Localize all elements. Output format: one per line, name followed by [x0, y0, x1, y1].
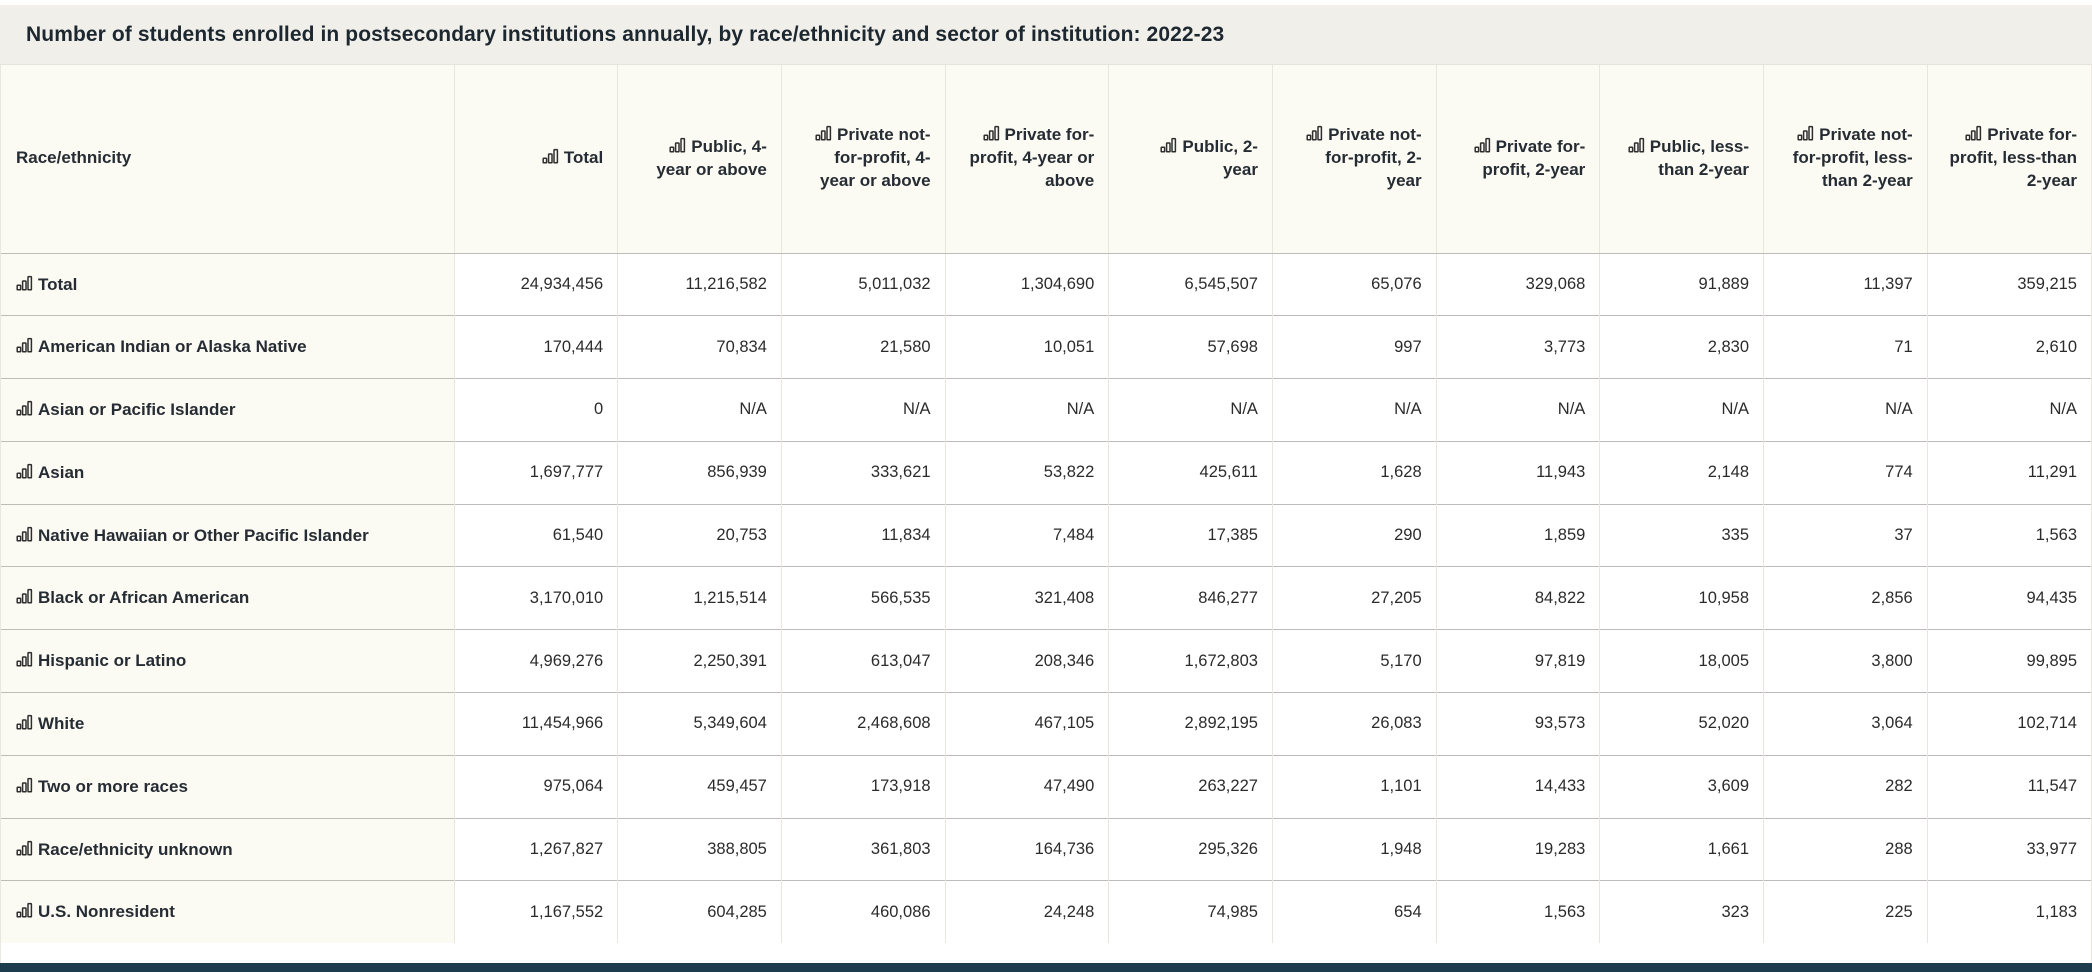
table-cell: 93,573 [1436, 693, 1600, 756]
table-cell: N/A [781, 379, 945, 442]
column-header [454, 65, 618, 253]
table-cell: 71 [1764, 316, 1928, 379]
table-cell: 10,958 [1600, 567, 1764, 630]
table-cell: 282 [1764, 755, 1928, 818]
table-cell: 997 [1272, 316, 1436, 379]
table-cell: 2,468,608 [781, 693, 945, 756]
table-cell: 566,535 [781, 567, 945, 630]
table-cell: N/A [1272, 379, 1436, 442]
row-label: Two or more races [38, 776, 188, 796]
table-cell: 290 [1272, 504, 1436, 567]
column-header-label: Total [563, 148, 604, 168]
row-label: Black or African American [38, 588, 250, 608]
bar-chart-icon[interactable] [16, 526, 33, 543]
table-cell: N/A [1600, 379, 1764, 442]
table-row [1, 441, 2091, 504]
column-header [1764, 65, 1928, 253]
table-cell: 11,834 [781, 504, 945, 567]
row-label-cell [1, 755, 454, 818]
column-header [781, 65, 945, 253]
row-label-cell [1, 504, 454, 567]
bar-chart-icon[interactable] [16, 275, 33, 292]
table-cell: 208,346 [945, 630, 1109, 693]
table-cell: 1,215,514 [618, 567, 782, 630]
row-label-cell [1, 693, 454, 756]
column-header-race-ethnicity: Race/ethnicity [1, 65, 454, 253]
row-label-cell [1, 253, 454, 316]
column-header-label: Private for-profit, 2-year [1482, 136, 1586, 179]
column-header [1109, 65, 1273, 253]
table-cell: 1,672,803 [1109, 630, 1273, 693]
table-cell: 335 [1600, 504, 1764, 567]
bar-chart-icon[interactable] [16, 588, 33, 605]
table-cell: 1,628 [1272, 441, 1436, 504]
table-row [1, 818, 2091, 881]
row-label: Native Hawaiian or Other Pacific Islander [38, 525, 369, 545]
table-cell: 459,457 [618, 755, 782, 818]
table-cell: 295,326 [1109, 818, 1273, 881]
bar-chart-icon[interactable] [1306, 125, 1323, 142]
table-cell: 5,170 [1272, 630, 1436, 693]
column-header [1436, 65, 1600, 253]
row-label: Race/ethnicity unknown [38, 839, 233, 859]
table-cell: 57,698 [1109, 316, 1273, 379]
row-label: Asian [38, 462, 85, 482]
table-row [1, 316, 2091, 379]
table-cell: 467,105 [945, 693, 1109, 756]
table-cell: 1,101 [1272, 755, 1436, 818]
table-cell: 24,934,456 [454, 253, 618, 316]
table-row [1, 630, 2091, 693]
row-label-cell [1, 818, 454, 881]
table-cell: 3,773 [1436, 316, 1600, 379]
table-cell: 4,969,276 [454, 630, 618, 693]
table-cell: 70,834 [618, 316, 782, 379]
column-header-label: Public, less-than 2-year [1649, 136, 1749, 179]
table-cell: 61,540 [454, 504, 618, 567]
table-cell: 5,011,032 [781, 253, 945, 316]
column-header [1272, 65, 1436, 253]
row-label-cell [1, 379, 454, 442]
table-cell: 856,939 [618, 441, 782, 504]
table-cell: 20,753 [618, 504, 782, 567]
bar-chart-icon[interactable] [983, 125, 1000, 142]
table-row [1, 755, 2091, 818]
table-cell: 263,227 [1109, 755, 1273, 818]
table-cell: 21,580 [781, 316, 945, 379]
table-cell: 53,822 [945, 441, 1109, 504]
bar-chart-icon[interactable] [16, 902, 33, 919]
table-cell: 654 [1272, 881, 1436, 943]
table-cell: 2,148 [1600, 441, 1764, 504]
table-cell: 19,283 [1436, 818, 1600, 881]
table-cell: 975,064 [454, 755, 618, 818]
column-header [1600, 65, 1764, 253]
table-cell: 1,697,777 [454, 441, 618, 504]
bar-chart-icon[interactable] [16, 337, 33, 354]
bar-chart-icon[interactable] [1628, 137, 1645, 154]
bar-chart-icon[interactable] [1474, 137, 1491, 154]
table-cell: 11,216,582 [618, 253, 782, 316]
table-cell: 225 [1764, 881, 1928, 943]
table-title: Number of students enrolled in postsecondary institutions annually, by race/ethnicity and sector of institution: 2022-23 [26, 23, 1225, 46]
table-cell: 361,803 [781, 818, 945, 881]
column-header-label: Public, 4-year or above [656, 136, 767, 179]
table-cell: 94,435 [1927, 567, 2091, 630]
bar-chart-icon[interactable] [815, 125, 832, 142]
table-cell: 97,819 [1436, 630, 1600, 693]
table-cell: 1,661 [1600, 818, 1764, 881]
table-cell: 10,051 [945, 316, 1109, 379]
table-row [1, 567, 2091, 630]
table-cell: 329,068 [1436, 253, 1600, 316]
table-cell: 1,948 [1272, 818, 1436, 881]
bar-chart-icon[interactable] [1160, 137, 1177, 154]
bar-chart-icon[interactable] [16, 463, 33, 480]
column-header-label: Private for-profit, less-than 2-year [1949, 125, 2077, 191]
table-cell: 1,267,827 [454, 818, 618, 881]
table-cell: 74,985 [1109, 881, 1273, 943]
bar-chart-icon[interactable] [16, 840, 33, 857]
table-cell: 3,170,010 [454, 567, 618, 630]
table-cell: 102,714 [1927, 693, 2091, 756]
table-cell: 0 [454, 379, 618, 442]
table-cell: 170,444 [454, 316, 618, 379]
table-cell: 425,611 [1109, 441, 1273, 504]
table-cell: 11,291 [1927, 441, 2091, 504]
row-label: Asian or Pacific Islander [38, 400, 236, 420]
table-cell: 5,349,604 [618, 693, 782, 756]
table-cell: 3,800 [1764, 630, 1928, 693]
table-cell: 388,805 [618, 818, 782, 881]
bar-chart-icon[interactable] [1965, 125, 1982, 142]
table-cell: 7,484 [945, 504, 1109, 567]
table-row [1, 504, 2091, 567]
table-cell: 3,609 [1600, 755, 1764, 818]
row-label: Hispanic or Latino [38, 651, 187, 671]
table-cell: 37 [1764, 504, 1928, 567]
column-header [1927, 65, 2091, 253]
table-row [1, 253, 2091, 316]
table-cell: N/A [1764, 379, 1928, 442]
header-row [1, 65, 2091, 253]
table-cell: 359,215 [1927, 253, 2091, 316]
table-cell: 774 [1764, 441, 1928, 504]
row-label: Total [38, 274, 78, 294]
table-cell: 1,859 [1436, 504, 1600, 567]
table-cell: N/A [1109, 379, 1273, 442]
row-label-cell [1, 881, 454, 943]
table-cell: 2,250,391 [618, 630, 782, 693]
table-cell: 99,895 [1927, 630, 2091, 693]
table-cell: 65,076 [1272, 253, 1436, 316]
table-row [1, 881, 2091, 943]
bar-chart-icon[interactable] [16, 651, 33, 668]
bar-chart-icon[interactable] [16, 400, 33, 417]
row-label-cell [1, 567, 454, 630]
table-cell: 18,005 [1600, 630, 1764, 693]
table-cell: 2,610 [1927, 316, 2091, 379]
table-cell: 613,047 [781, 630, 945, 693]
table-cell: 11,943 [1436, 441, 1600, 504]
data-table-container [0, 65, 2092, 963]
table-cell: 11,547 [1927, 755, 2091, 818]
column-header-label: Private for-profit, 4-year or above [969, 125, 1095, 191]
enrollment-table [1, 65, 2091, 943]
table-cell: 604,285 [618, 881, 782, 943]
table-cell: 2,856 [1764, 567, 1928, 630]
table-cell: 846,277 [1109, 567, 1273, 630]
bar-chart-icon[interactable] [16, 777, 33, 794]
table-cell: 1,563 [1436, 881, 1600, 943]
table-cell: 1,167,552 [454, 881, 618, 943]
table-cell: N/A [1436, 379, 1600, 442]
table-cell: 288 [1764, 818, 1928, 881]
table-cell: 460,086 [781, 881, 945, 943]
column-header-label: Private not-for-profit, 4-year or above [820, 125, 931, 191]
column-header-label: Public, 2-year [1182, 136, 1258, 179]
table-row [1, 693, 2091, 756]
row-label: U.S. Nonresident [38, 902, 175, 922]
table-row [1, 379, 2091, 442]
bar-chart-icon[interactable] [1797, 125, 1814, 142]
bar-chart-icon[interactable] [542, 148, 559, 165]
row-label: White [38, 714, 85, 734]
column-header [618, 65, 782, 253]
table-cell: 1,183 [1927, 881, 2091, 943]
table-cell: 164,736 [945, 818, 1109, 881]
table-cell: 323 [1600, 881, 1764, 943]
table-cell: 1,304,690 [945, 253, 1109, 316]
table-title-bar [0, 5, 2092, 65]
row-label-cell [1, 630, 454, 693]
bar-chart-icon[interactable] [669, 137, 686, 154]
table-cell: 3,064 [1764, 693, 1928, 756]
bar-chart-icon[interactable] [16, 714, 33, 731]
table-cell: 2,892,195 [1109, 693, 1273, 756]
table-cell: 6,545,507 [1109, 253, 1273, 316]
table-cell: N/A [618, 379, 782, 442]
row-label: American Indian or Alaska Native [38, 337, 307, 357]
column-header [945, 65, 1109, 253]
row-label-cell [1, 441, 454, 504]
table-cell: 1,563 [1927, 504, 2091, 567]
table-cell: 17,385 [1109, 504, 1273, 567]
table-cell: 24,248 [945, 881, 1109, 943]
table-cell: 84,822 [1436, 567, 1600, 630]
table-cell: 333,621 [781, 441, 945, 504]
table-cell: 2,830 [1600, 316, 1764, 379]
bottom-accent-bar [0, 963, 2092, 972]
table-cell: 91,889 [1600, 253, 1764, 316]
table-cell: N/A [1927, 379, 2091, 442]
table-cell: 33,977 [1927, 818, 2091, 881]
table-cell: 173,918 [781, 755, 945, 818]
table-cell: 11,454,966 [454, 693, 618, 756]
table-cell: 11,397 [1764, 253, 1928, 316]
table-cell: 52,020 [1600, 693, 1764, 756]
table-cell: 321,408 [945, 567, 1109, 630]
table-cell: 26,083 [1272, 693, 1436, 756]
table-cell: N/A [945, 379, 1109, 442]
column-header-label: Private not-for-profit, less-than 2-year [1792, 125, 1913, 191]
table-cell: 14,433 [1436, 755, 1600, 818]
row-label-cell [1, 316, 454, 379]
table-cell: 27,205 [1272, 567, 1436, 630]
column-header-label: Private not-for-profit, 2-year [1325, 125, 1422, 191]
table-cell: 47,490 [945, 755, 1109, 818]
